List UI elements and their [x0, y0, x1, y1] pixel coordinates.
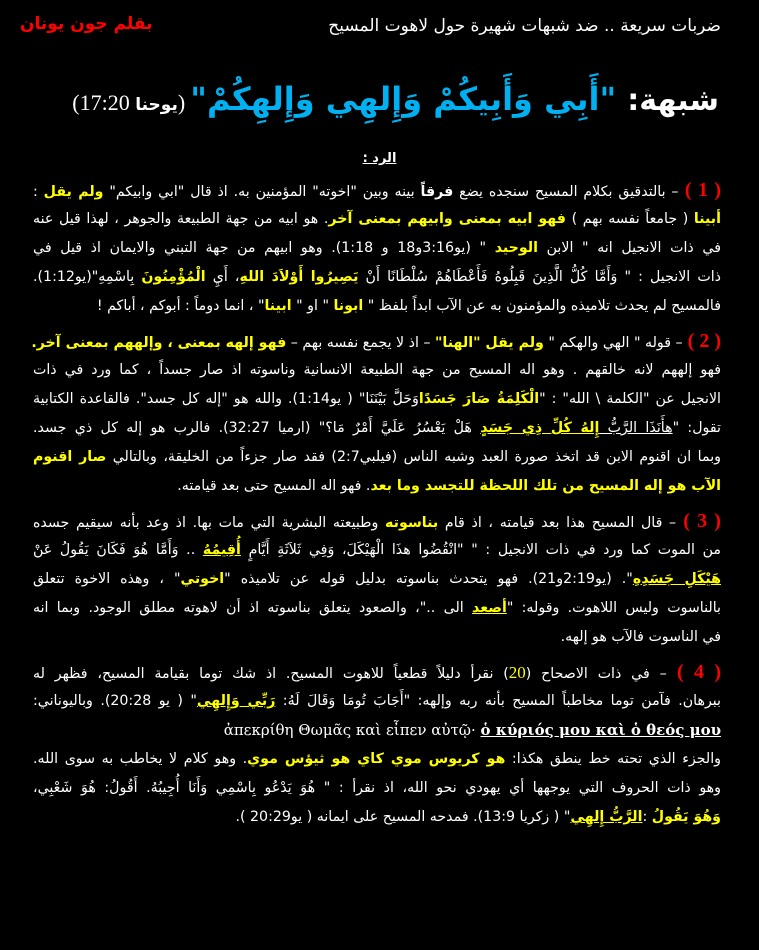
section-number: ( 1 ) — [678, 179, 721, 201]
text-line: وهو ذات الحروف التي يوجهها أي يهودي نحو الله، اذ نقرأ : " هُوَ يَدْعُو بِاسْمِي وَأَنَا أُجِيبُهُ. أَقُولُ: هُوَ شَعْبِي، — [33, 780, 721, 796]
highlighted-phrase: إِلهُ كُلِّ ذِي جَسَدٍ — [480, 420, 600, 436]
text-line: ( 4 ) – في ذات الاصحاح (20) نقرأ دليلاً قطعياً للاهوت المسيح. اذ شك توما بقيامة المسيح، فظهر له — [33, 661, 721, 683]
section-number: ( 4 ) — [666, 661, 721, 683]
answer-heading: الرد : — [362, 151, 397, 166]
text-line: والجزء الذي تحته خط ينطق هكذا: هو كريوس موي كاي هو ثيؤس موي. وهو كلام لا يخاطب به سوى الله. — [33, 751, 721, 767]
greek-text: ἀπεκρίθη Θωμᾶς καὶ εἶπεν αὐτῷ· ὁ κύριός μου καὶ ὁ θεός μου — [223, 721, 721, 739]
highlighted-phrase: ابونا — [333, 298, 364, 314]
text-line: ذات الانجيل : " وَأَمَّا كُلُّ الَّذِينَ قَبِلُوهُ فَأَعْطَاهُمْ سُلْطَانًا أَنْ يَصِيرُوا أَوْلاَدَ اللهِ، أَيِ الْمُؤْمِنُونَ بِاسْمِهِ"(يو1:12). — [33, 269, 721, 285]
highlighted-phrase: رَبِّي وَإِلهِي — [196, 693, 276, 709]
article-body — [33, 176, 721, 838]
highlighted-phrase: الآب هو إله المسيح من تلك اللحظة للتجسد وما بعد — [370, 478, 721, 494]
text-line: فالمسيح لم يحدث تلاميذه والمؤمنون به عن الآب ابداً بلفظ " ابونا " او " ابينا" ، انما دوماً : أبوكم ، أباكم ! — [96, 298, 721, 314]
text-line: الآب هو إله المسيح من تلك اللحظة للتجسد وما بعد. فهو اله المسيح حتى بعد قيامته. — [177, 478, 721, 494]
section-4 — [33, 658, 721, 832]
highlighted-phrase: صار اقنوم — [33, 449, 107, 465]
text-line: ( 1 ) – بالتدقيق بكلام المسيح سنجده يضع فرقاً بينه وبين "اخوته" المؤمنين به. اذ قال "ابي وابيكم" ولم يقل : — [33, 179, 721, 201]
text-line: أبينا ( جامعاً نفسه بهم ) فهو ابيه بمعنى وابيهم بمعنى آخر. هو ابيه من جهة الطبيعة والجوهر ، لهذا قيل عنه — [33, 211, 721, 227]
section-2 — [33, 327, 721, 501]
quote-mark-close: " — [190, 80, 207, 118]
section-3 — [33, 507, 721, 652]
text-line: في ذات الانجيل انه " الابن الوحيد " (يو3:16و18 و 1:18). وهو ابيهم من جهة التبني والايمان اذ قيل في — [33, 240, 721, 256]
text-line: من الموت كما ورد في ذات الانجيل : " "انْقُضُوا هذَا الْهَيْكَلَ، وَفِي ثَلاَثَةِ أَيَّامٍ أُقِيمُهُ .. وَأَمَّا هُوَ فَكَانَ يَقُولُ عَنْ — [33, 542, 721, 558]
highlighted-phrase: ابينا — [264, 298, 292, 314]
objection-title — [72, 80, 719, 118]
verse-reference: (يوحنا 17:20) — [72, 90, 186, 115]
highlighted-phrase: ولم يقل — [43, 184, 104, 200]
quote-mark-open: " — [599, 80, 628, 118]
objection-label: شبهة: — [627, 83, 719, 118]
text-line: ( 2 ) – قوله " الهي والهكم " ولم يقل "الهنا" – اذ لا يجمع نفسه بهم – فهو إلهه بمعنى ، وإلههم بمعنى آخر. — [31, 330, 721, 352]
highlighted-phrase: بناسوته — [385, 515, 439, 531]
highlighted-phrase: فهو ابيه بمعنى وابيهم بمعنى آخر — [328, 211, 566, 227]
highlighted-phrase: هو كريوس موي كاي هو ثيؤس موي — [247, 751, 506, 767]
text-line: ببرهان. فآمن توما مخاطباً المسيح بأنه ربه وإلهه: "أَجَابَ تُومَا وَقَالَ لَهُ: رَبِّي وَإِلهِي" ( يو 20:28). وباليوناني: — [33, 693, 721, 709]
highlighted-phrase: اخوتي — [180, 571, 225, 587]
page-header — [0, 14, 759, 44]
text-line: تقول: "هأَنَذَا الرَّبُّ إِلهُ كُلِّ ذِي جَسَدٍ هَلْ يَعْسُرُ عَلَيَّ أَمْرٌ مَا؟" (ارميا 32:27). فالرب هو إله كل ذي جسد. — [33, 420, 721, 436]
highlighted-phrase: الْمُؤْمِنُونَ — [141, 269, 206, 285]
text-line: فهو إلههم لانه خالقهم . وهو اله المسيح من جهة الطبيعة الانسانية وناسوته اذ صار جسداً ، كما ورد في ذات — [33, 362, 721, 378]
text-line: في الناسوت فالآب هو إلهه. — [560, 629, 721, 645]
highlighted-phrase: الْكَلِمَةُ صَارَ جَسَدًا — [418, 391, 540, 407]
section-number: ( 3 ) — [676, 510, 721, 532]
text-line: وَهُوَ يَقُولُ :الرَّبُّ إِلهِي" ( زكريا 13:9). فمدحه المسيح على ايمانه ( يو20:29 ). — [235, 809, 721, 825]
text-line: وبما ان اقنوم الابن قد اتخذ صورة العبد وشبه الناس (فيلبي2:7) فقد صار جزءاً من الخليقة، وبالتالي صار اقنوم — [33, 449, 721, 465]
highlighted-phrase: الرَّبُّ إِلهِي — [570, 809, 643, 825]
highlighted-phrase: يَصِيرُوا أَوْلاَدَ اللهِ — [239, 269, 359, 285]
text-line: ( 3 ) – قال المسيح هذا بعد قيامته ، اذ قام بناسوته وطبيعته البشرية التي مات بها. اذ وعد بأنه سيقيم جسده — [33, 510, 721, 532]
text-line — [33, 716, 721, 745]
highlighted-phrase: أبينا — [693, 211, 721, 227]
author-byline: بقلم جون يونان — [20, 14, 153, 34]
highlighted-phrase: أصعد — [472, 600, 507, 616]
highlighted-phrase: أُقِيمُهُ — [202, 542, 241, 558]
text-line: هَيْكَلِ جَسَدِهِ". (يو2:19و21). فهو يتحدث بناسوته بدليل قوله عن تلاميذه "اخوتي" ، وهذه الاخوة تتعلق — [33, 571, 722, 587]
highlighted-phrase: وَهُوَ يَقُولُ — [651, 809, 721, 825]
highlighted-phrase: الوحيد — [494, 240, 538, 256]
highlighted-phrase: فهو إلهه بمعنى ، وإلههم بمعنى آخر. — [31, 335, 287, 351]
series-title: ضربات سريعة .. ضد شبهات شهيرة حول لاهوت المسيح — [328, 16, 721, 36]
section-1 — [33, 176, 721, 321]
text-line: الانجيل عن "الكلمة \ الله" : "الْكَلِمَةُ صَارَ جَسَدًاوَحَلَّ بَيْنَنَا" ( يو1:14). والله هو "إله كل جسد". فالقاعدة الكتابية — [33, 391, 721, 407]
highlighted-phrase: هَيْكَلِ جَسَدِهِ — [632, 571, 722, 587]
section-number: ( 2 ) — [682, 330, 721, 352]
text-line: بالناسوت وليس اللاهوت. وقوله: "أصعد الى .."، والصعود يتعلق بناسوته اذ أن لاهوته مطلق الوجود. وبما انه — [33, 600, 721, 616]
highlighted-phrase: ولم يقل "الهنا" — [435, 335, 544, 351]
objection-verse: أَبِي وَأَبِيكُمْ وَإِلهِي وَإِلهِكُمْ — [206, 80, 600, 118]
